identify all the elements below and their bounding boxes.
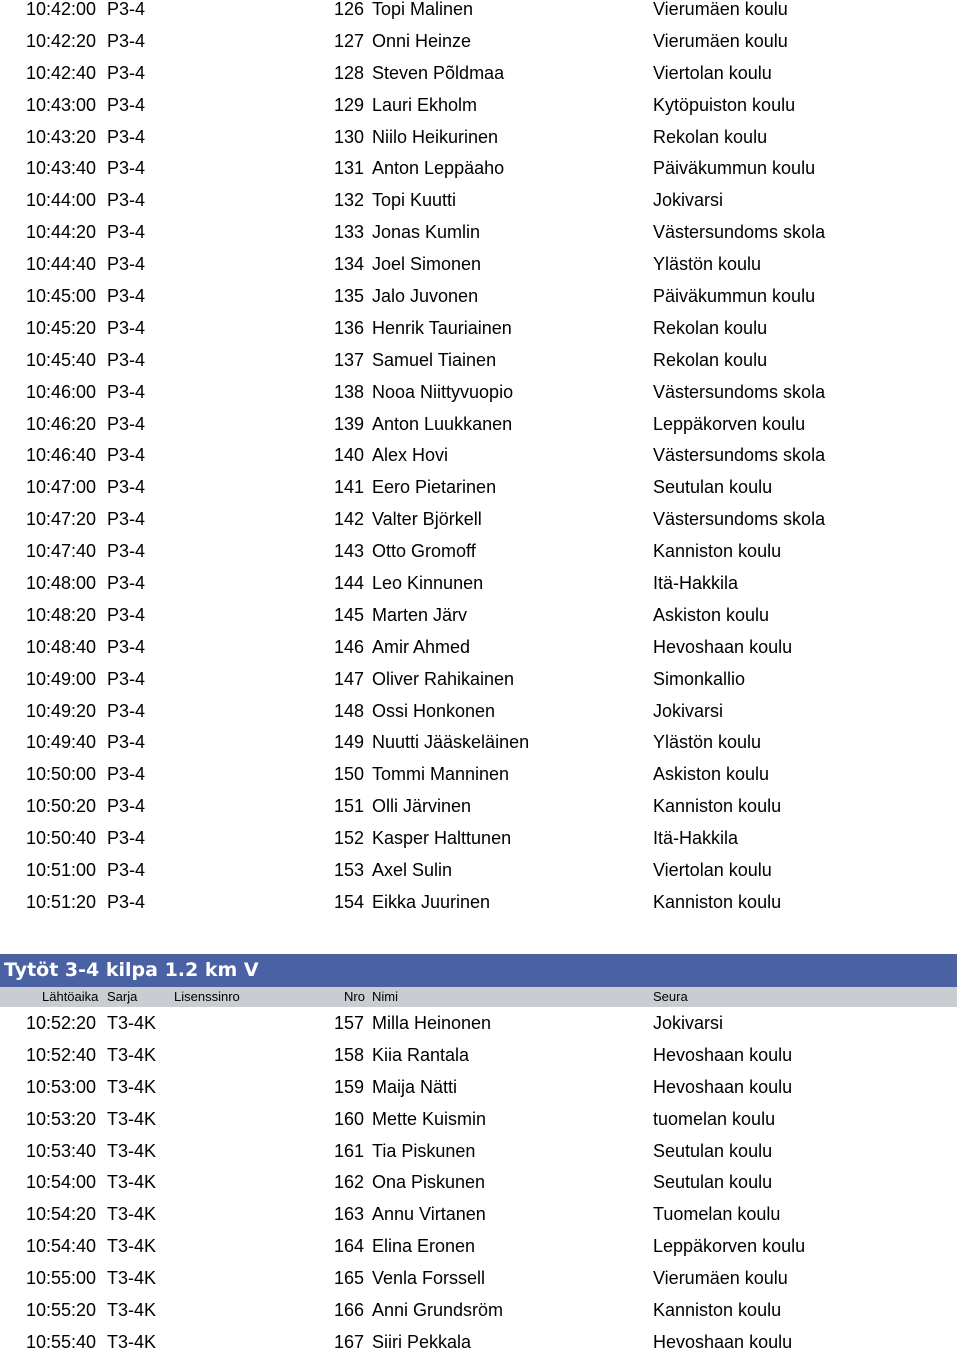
table-row: [0, 249, 960, 281]
start-time-cell: 10:53:20: [26, 1108, 97, 1129]
table-row: [0, 1231, 960, 1263]
name-cell: Mette Kuismin: [372, 1108, 487, 1129]
club-cell: Hevoshaan koulu: [653, 1044, 793, 1065]
club-cell: Tuomelan koulu: [653, 1204, 781, 1225]
table-row: [0, 791, 960, 823]
class-cell: P3-4: [107, 126, 146, 147]
table-row: [0, 1199, 960, 1231]
name-cell: Topi Malinen: [372, 0, 474, 19]
number-cell: 129: [334, 94, 365, 115]
name-cell: Jalo Juvonen: [372, 286, 479, 307]
class-cell: P3-4: [107, 445, 146, 466]
start-time-cell: 10:55:40: [26, 1331, 97, 1352]
number-cell: 162: [334, 1172, 365, 1193]
name-cell: Topi Kuutti: [372, 190, 457, 211]
name-cell: Anni Grundsröm: [372, 1300, 504, 1321]
start-time-cell: 10:55:20: [26, 1300, 97, 1321]
name-cell: Nuutti Jääskeläinen: [372, 732, 530, 753]
class-cell: P3-4: [107, 860, 146, 881]
name-cell: Anton Luukkanen: [372, 413, 513, 434]
class-cell: P3-4: [107, 700, 146, 721]
name-cell: Jonas Kumlin: [372, 222, 481, 243]
class-cell: T3-4K: [107, 1204, 157, 1225]
table-row: [0, 377, 960, 409]
start-time-cell: 10:44:40: [26, 254, 97, 275]
start-time-cell: 10:49:20: [26, 700, 97, 721]
table-row: [0, 536, 960, 568]
class-cell: T3-4K: [107, 1108, 157, 1129]
club-cell: Kanniston koulu: [653, 891, 782, 912]
table-row: [0, 0, 960, 26]
number-cell: 132: [334, 190, 365, 211]
table-row: [0, 345, 960, 377]
name-cell: Tia Piskunen: [372, 1140, 476, 1161]
name-cell: Lauri Ekholm: [372, 94, 478, 115]
name-cell: Olli Järvinen: [372, 796, 472, 817]
name-cell: Axel Sulin: [372, 860, 453, 881]
club-cell: Jokivarsi: [653, 190, 724, 211]
club-cell: Leppäkorven koulu: [653, 413, 806, 434]
club-cell: Askiston koulu: [653, 764, 770, 785]
class-cell: P3-4: [107, 158, 146, 179]
name-cell: Anton Leppäaho: [372, 158, 505, 179]
club-cell: Jokivarsi: [653, 700, 724, 721]
table-row: [0, 313, 960, 345]
class-cell: T3-4K: [107, 1044, 157, 1065]
start-time-cell: 10:46:40: [26, 445, 97, 466]
number-cell: 126: [334, 0, 365, 19]
number-cell: 134: [334, 254, 365, 275]
class-cell: P3-4: [107, 381, 146, 402]
start-time-cell: 10:54:40: [26, 1236, 97, 1257]
start-time-cell: 10:48:40: [26, 636, 97, 657]
number-cell: 139: [334, 413, 365, 434]
class-cell: P3-4: [107, 796, 146, 817]
start-time-cell: 10:49:00: [26, 668, 97, 689]
club-cell: Rekolan koulu: [653, 126, 768, 147]
class-cell: P3-4: [107, 573, 146, 594]
club-cell: Hevoshaan koulu: [653, 636, 793, 657]
start-time-cell: 10:48:00: [26, 573, 97, 594]
class-cell: T3-4K: [107, 1076, 157, 1097]
club-cell: Seutulan koulu: [653, 1172, 773, 1193]
start-time-cell: 10:43:40: [26, 158, 97, 179]
table-row: [0, 185, 960, 217]
start-time-cell: 10:53:40: [26, 1140, 97, 1161]
number-cell: 146: [334, 636, 365, 657]
number-cell: 138: [334, 381, 365, 402]
start-time-cell: 10:47:40: [26, 541, 97, 562]
name-cell: Kasper Halttunen: [372, 828, 512, 849]
number-cell: 159: [334, 1076, 365, 1097]
club-cell: Hevoshaan koulu: [653, 1076, 793, 1097]
club-cell: Seutulan koulu: [653, 477, 773, 498]
club-cell: Itä-Hakkila: [653, 573, 739, 594]
start-time-cell: 10:54:20: [26, 1204, 97, 1225]
class-cell: P3-4: [107, 62, 146, 83]
number-cell: 127: [334, 30, 365, 51]
name-cell: Milla Heinonen: [372, 1013, 492, 1033]
start-time-cell: 10:45:00: [26, 286, 97, 307]
start-time-cell: 10:54:00: [26, 1172, 97, 1193]
column-header-start-time: Lähtöaika: [42, 989, 99, 1004]
class-cell: P3-4: [107, 541, 146, 562]
name-cell: Joel Simonen: [372, 254, 482, 275]
table-row: [0, 823, 960, 855]
class-cell: P3-4: [107, 222, 146, 243]
number-cell: 158: [334, 1044, 365, 1065]
club-cell: Rekolan koulu: [653, 349, 768, 370]
column-header-number: Nro: [344, 989, 365, 1004]
club-cell: tuomelan koulu: [653, 1108, 776, 1129]
club-cell: Västersundoms skola: [653, 381, 826, 402]
table-row: [0, 1104, 960, 1136]
class-cell: P3-4: [107, 764, 146, 785]
class-cell: P3-4: [107, 94, 146, 115]
club-cell: Itä-Hakkila: [653, 828, 739, 849]
class-cell: P3-4: [107, 509, 146, 530]
club-cell: Jokivarsi: [653, 1013, 724, 1033]
table-row: [0, 472, 960, 504]
number-cell: 164: [334, 1236, 365, 1257]
name-cell: Siiri Pekkala: [372, 1331, 472, 1352]
number-cell: 130: [334, 126, 365, 147]
number-cell: 131: [334, 158, 365, 179]
table-row: [0, 727, 960, 759]
club-cell: Seutulan koulu: [653, 1140, 773, 1161]
number-cell: 161: [334, 1140, 365, 1161]
class-cell: P3-4: [107, 0, 146, 19]
class-cell: T3-4K: [107, 1013, 157, 1033]
class-cell: T3-4K: [107, 1300, 157, 1321]
class-cell: P3-4: [107, 477, 146, 498]
start-time-cell: 10:47:20: [26, 509, 97, 530]
table-row: [0, 1040, 960, 1072]
name-cell: Steven Põldmaa: [372, 62, 505, 83]
class-cell: P3-4: [107, 349, 146, 370]
number-cell: 150: [334, 764, 365, 785]
table-row: [0, 1167, 960, 1199]
number-cell: 149: [334, 732, 365, 753]
number-cell: 166: [334, 1300, 365, 1321]
club-cell: Ylästön koulu: [653, 732, 762, 753]
name-cell: Amir Ahmed: [372, 636, 471, 657]
table-row: [0, 122, 960, 154]
number-cell: 148: [334, 700, 365, 721]
table-row: [0, 759, 960, 791]
name-cell: Maija Nätti: [372, 1076, 458, 1097]
club-cell: Kanniston koulu: [653, 541, 782, 562]
start-time-cell: 10:53:00: [26, 1076, 97, 1097]
number-cell: 145: [334, 604, 365, 625]
table-row: [0, 1072, 960, 1104]
start-time-cell: 10:42:20: [26, 30, 97, 51]
column-header-club: Seura: [653, 989, 688, 1004]
club-cell: Kytöpuiston koulu: [653, 94, 796, 115]
name-cell: Annu Virtanen: [372, 1204, 486, 1225]
table-row: [0, 1327, 960, 1359]
club-cell: Västersundoms skola: [653, 445, 826, 466]
name-cell: Eero Pietarinen: [372, 477, 497, 498]
name-cell: Leo Kinnunen: [372, 573, 484, 594]
club-cell: Leppäkorven koulu: [653, 1236, 806, 1257]
class-cell: P3-4: [107, 828, 146, 849]
class-cell: P3-4: [107, 732, 146, 753]
table-row: [0, 153, 960, 185]
table-row: [0, 1008, 960, 1040]
name-cell: Otto Gromoff: [372, 541, 476, 562]
start-time-cell: 10:50:00: [26, 764, 97, 785]
table-row: [0, 887, 960, 919]
club-cell: Vierumäen koulu: [653, 1268, 788, 1289]
club-cell: Vierumäen koulu: [653, 30, 788, 51]
club-cell: Kanniston koulu: [653, 796, 782, 817]
number-cell: 144: [334, 573, 365, 594]
column-header-row: [0, 987, 957, 1007]
start-time-cell: 10:50:40: [26, 828, 97, 849]
name-cell: Venla Forssell: [372, 1268, 486, 1289]
name-cell: Valter Björkell: [372, 509, 482, 530]
class-cell: P3-4: [107, 636, 146, 657]
club-cell: Rekolan koulu: [653, 317, 768, 338]
section-title: Tytöt 3-4 kilpa 1.2 km V: [4, 959, 259, 981]
column-header-class: Sarja: [107, 989, 138, 1004]
table-row: [0, 440, 960, 472]
table-row: [0, 504, 960, 536]
start-time-cell: 10:42:00: [26, 0, 97, 19]
table-row: [0, 217, 960, 249]
table-row: [0, 696, 960, 728]
name-cell: Oliver Rahikainen: [372, 668, 515, 689]
number-cell: 133: [334, 222, 365, 243]
number-cell: 167: [334, 1331, 365, 1352]
class-cell: P3-4: [107, 30, 146, 51]
table-row: [0, 1295, 960, 1327]
start-time-cell: 10:43:00: [26, 94, 97, 115]
start-time-cell: 10:49:40: [26, 732, 97, 753]
club-cell: Päiväkummun koulu: [653, 286, 816, 307]
name-cell: Marten Järv: [372, 604, 468, 625]
club-cell: Askiston koulu: [653, 604, 770, 625]
club-cell: Kanniston koulu: [653, 1300, 782, 1321]
class-cell: T3-4K: [107, 1140, 157, 1161]
number-cell: 136: [334, 317, 365, 338]
class-cell: P3-4: [107, 604, 146, 625]
start-time-cell: 10:44:20: [26, 222, 97, 243]
start-list-girls: [0, 1008, 960, 1359]
club-cell: Päiväkummun koulu: [653, 158, 816, 179]
name-cell: Tommi Manninen: [372, 764, 510, 785]
start-time-cell: 10:43:20: [26, 126, 97, 147]
class-cell: T3-4K: [107, 1172, 157, 1193]
table-row: [0, 90, 960, 122]
name-cell: Henrik Tauriainen: [372, 317, 512, 338]
start-time-cell: 10:51:20: [26, 891, 97, 912]
class-cell: P3-4: [107, 254, 146, 275]
start-time-cell: 10:48:20: [26, 604, 97, 625]
name-cell: Elina Eronen: [372, 1236, 476, 1257]
number-cell: 153: [334, 860, 365, 881]
class-cell: T3-4K: [107, 1236, 157, 1257]
start-time-cell: 10:50:20: [26, 796, 97, 817]
start-time-cell: 10:45:40: [26, 349, 97, 370]
number-cell: 143: [334, 541, 365, 562]
number-cell: 135: [334, 286, 365, 307]
number-cell: 147: [334, 668, 365, 689]
start-time-cell: 10:52:40: [26, 1044, 97, 1065]
number-cell: 160: [334, 1108, 365, 1129]
name-cell: Samuel Tiainen: [372, 349, 497, 370]
table-row: [0, 632, 960, 664]
number-cell: 157: [334, 1013, 365, 1033]
class-cell: T3-4K: [107, 1331, 157, 1352]
class-cell: P3-4: [107, 413, 146, 434]
table-row: [0, 281, 960, 313]
class-cell: P3-4: [107, 317, 146, 338]
number-cell: 141: [334, 477, 365, 498]
table-row: [0, 58, 960, 90]
class-cell: P3-4: [107, 668, 146, 689]
column-header-name: Nimi: [372, 989, 398, 1004]
class-cell: T3-4K: [107, 1268, 157, 1289]
class-cell: P3-4: [107, 891, 146, 912]
club-cell: Viertolan koulu: [653, 62, 772, 83]
table-row: [0, 664, 960, 696]
start-time-cell: 10:46:00: [26, 381, 97, 402]
table-row: [0, 1136, 960, 1168]
table-row: [0, 409, 960, 441]
column-header-license: Lisenssinro: [174, 989, 240, 1004]
number-cell: 142: [334, 509, 365, 530]
name-cell: Alex Hovi: [372, 445, 449, 466]
start-time-cell: 10:44:00: [26, 190, 97, 211]
start-time-cell: 10:42:40: [26, 62, 97, 83]
club-cell: Hevoshaan koulu: [653, 1331, 793, 1352]
number-cell: 154: [334, 891, 365, 912]
club-cell: Simonkallio: [653, 668, 746, 689]
class-cell: P3-4: [107, 190, 146, 211]
name-cell: Nooa Niittyvuopio: [372, 381, 514, 402]
number-cell: 137: [334, 349, 365, 370]
table-row: [0, 600, 960, 632]
start-time-cell: 10:46:20: [26, 413, 97, 434]
number-cell: 163: [334, 1204, 365, 1225]
class-cell: P3-4: [107, 286, 146, 307]
table-row: [0, 1263, 960, 1295]
name-cell: Kiia Rantala: [372, 1044, 470, 1065]
club-cell: Vierumäen koulu: [653, 0, 788, 19]
club-cell: Viertolan koulu: [653, 860, 772, 881]
start-time-cell: 10:55:00: [26, 1268, 97, 1289]
name-cell: Ossi Honkonen: [372, 700, 496, 721]
name-cell: Niilo Heikurinen: [372, 126, 499, 147]
club-cell: Ylästön koulu: [653, 254, 762, 275]
table-row: [0, 855, 960, 887]
club-cell: Västersundoms skola: [653, 509, 826, 530]
name-cell: Ona Piskunen: [372, 1172, 486, 1193]
section-title-bar: [0, 954, 957, 987]
start-time-cell: 10:52:20: [26, 1013, 97, 1033]
name-cell: Eikka Juurinen: [372, 891, 491, 912]
start-time-cell: 10:45:20: [26, 317, 97, 338]
name-cell: Onni Heinze: [372, 30, 472, 51]
club-cell: Västersundoms skola: [653, 222, 826, 243]
number-cell: 165: [334, 1268, 365, 1289]
table-row: [0, 568, 960, 600]
start-time-cell: 10:47:00: [26, 477, 97, 498]
table-row: [0, 26, 960, 58]
number-cell: 152: [334, 828, 365, 849]
number-cell: 151: [334, 796, 365, 817]
start-time-cell: 10:51:00: [26, 860, 97, 881]
number-cell: 140: [334, 445, 365, 466]
number-cell: 128: [334, 62, 365, 83]
